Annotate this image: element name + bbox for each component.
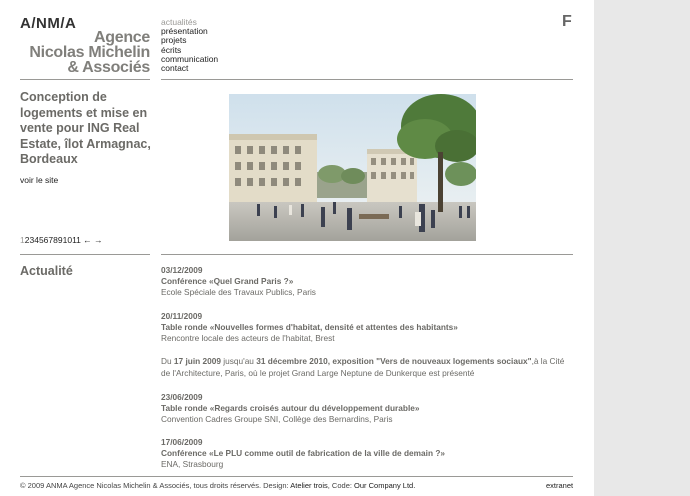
news-item [161,265,581,298]
page-link[interactable]: 10 [62,235,73,245]
page-link[interactable]: 11 [72,235,81,245]
anma-logo[interactable]: A/NM/A [20,15,77,32]
agency-name-line2: Nicolas Michelin [29,44,150,61]
divider [161,79,573,80]
news-title[interactable]: Table ronde «Nouvelles formes d'habitat, densité et attentes des habitants» [161,321,458,332]
news-title[interactable]: Table ronde «Regards croisés autour du développement durable» [161,402,420,413]
prev-arrow-icon[interactable]: ← [83,235,92,245]
news-desc: ENA, Strasbourg [161,459,224,469]
news-text: ,à la Cité de l'Architecture, Paris, où le projet Grand Large Neptune de Dunkerque est présenté [161,356,565,378]
agency-name-logo[interactable] [20,30,150,75]
news-date: 03/12/2009 [161,265,203,275]
coder-link[interactable]: Our Company Ltd. [354,481,416,490]
nav-contact[interactable]: contact [161,63,189,74]
nav-presentation[interactable]: présentation [161,26,208,37]
news-title[interactable]: Conférence «Quel Grand Paris ?» [161,276,294,286]
news-item [161,392,581,425]
extranet-link[interactable]: extranet [546,481,574,490]
news-item [161,311,581,344]
divider [20,254,150,255]
divider [20,79,150,80]
page-link[interactable]: 6 [43,235,49,245]
agency-name-line3: & Associés [67,59,150,76]
news-item [161,356,575,379]
nav-actualites[interactable]: actualités [161,17,197,27]
page-link[interactable]: 1 [20,235,25,245]
nav-ecrits[interactable]: écrits [161,44,182,55]
main-nav [161,18,218,73]
news-list [161,265,581,483]
news-text: Du [161,356,174,366]
news-item [161,437,581,470]
news-date: 20/11/2009 [161,310,203,321]
project-pager [20,235,103,245]
news-text: jusqu'au [220,356,257,366]
divider [161,254,573,255]
copyright-text: © 2009 ANMA Agence Nicolas Michelin & Associés, tous droits réservés. Design: [20,481,291,490]
page-link[interactable]: 3 [29,235,35,245]
news-text-bold: 31 décembre 2010, exposition "Vers de nouveaux logements sociaux" [256,356,532,366]
view-site-link[interactable]: voir le site [20,175,59,185]
news-text-bold: 17 juin 2009 [173,356,221,366]
project-title: Conception de logements et mise en vente pour ING Real Estate, îlot Armagnac, Bordeaux [20,90,151,166]
designer-link[interactable]: Atelier trois [290,481,328,490]
code-label: , Code: [327,481,355,490]
page-link[interactable]: 4 [34,235,39,245]
nav-communication[interactable]: communication [161,53,219,64]
project-image[interactable] [229,94,476,241]
news-date: 23/06/2009 [161,391,203,402]
news-section-title: Actualité [20,264,73,278]
news-desc: Convention Cadres Groupe SNI, Collège des Bernardins, Paris [161,413,393,424]
news-title[interactable]: Conférence «Le PLU comme outil de fabrication de la ville de demain ?» [161,448,446,458]
agency-name-line1: Agence [94,29,150,46]
page-link[interactable]: 2 [24,235,30,245]
news-desc: Rencontre locale des acteurs de l'habitat, Brest [161,332,335,343]
nav-projets[interactable]: projets [161,35,187,46]
page-link[interactable]: 7 [48,235,54,245]
news-desc: Ecole Spéciale des Travaux Publics, Paris [161,287,316,297]
right-gray-panel [594,0,690,496]
language-switch[interactable]: F [562,13,572,30]
page-link[interactable]: 9 [57,235,63,245]
news-date: 17/06/2009 [161,437,203,447]
footer-copyright [20,481,415,490]
page-link[interactable]: 8 [53,235,58,245]
next-arrow-icon[interactable]: → [94,235,103,245]
page-link[interactable]: 5 [38,235,44,245]
